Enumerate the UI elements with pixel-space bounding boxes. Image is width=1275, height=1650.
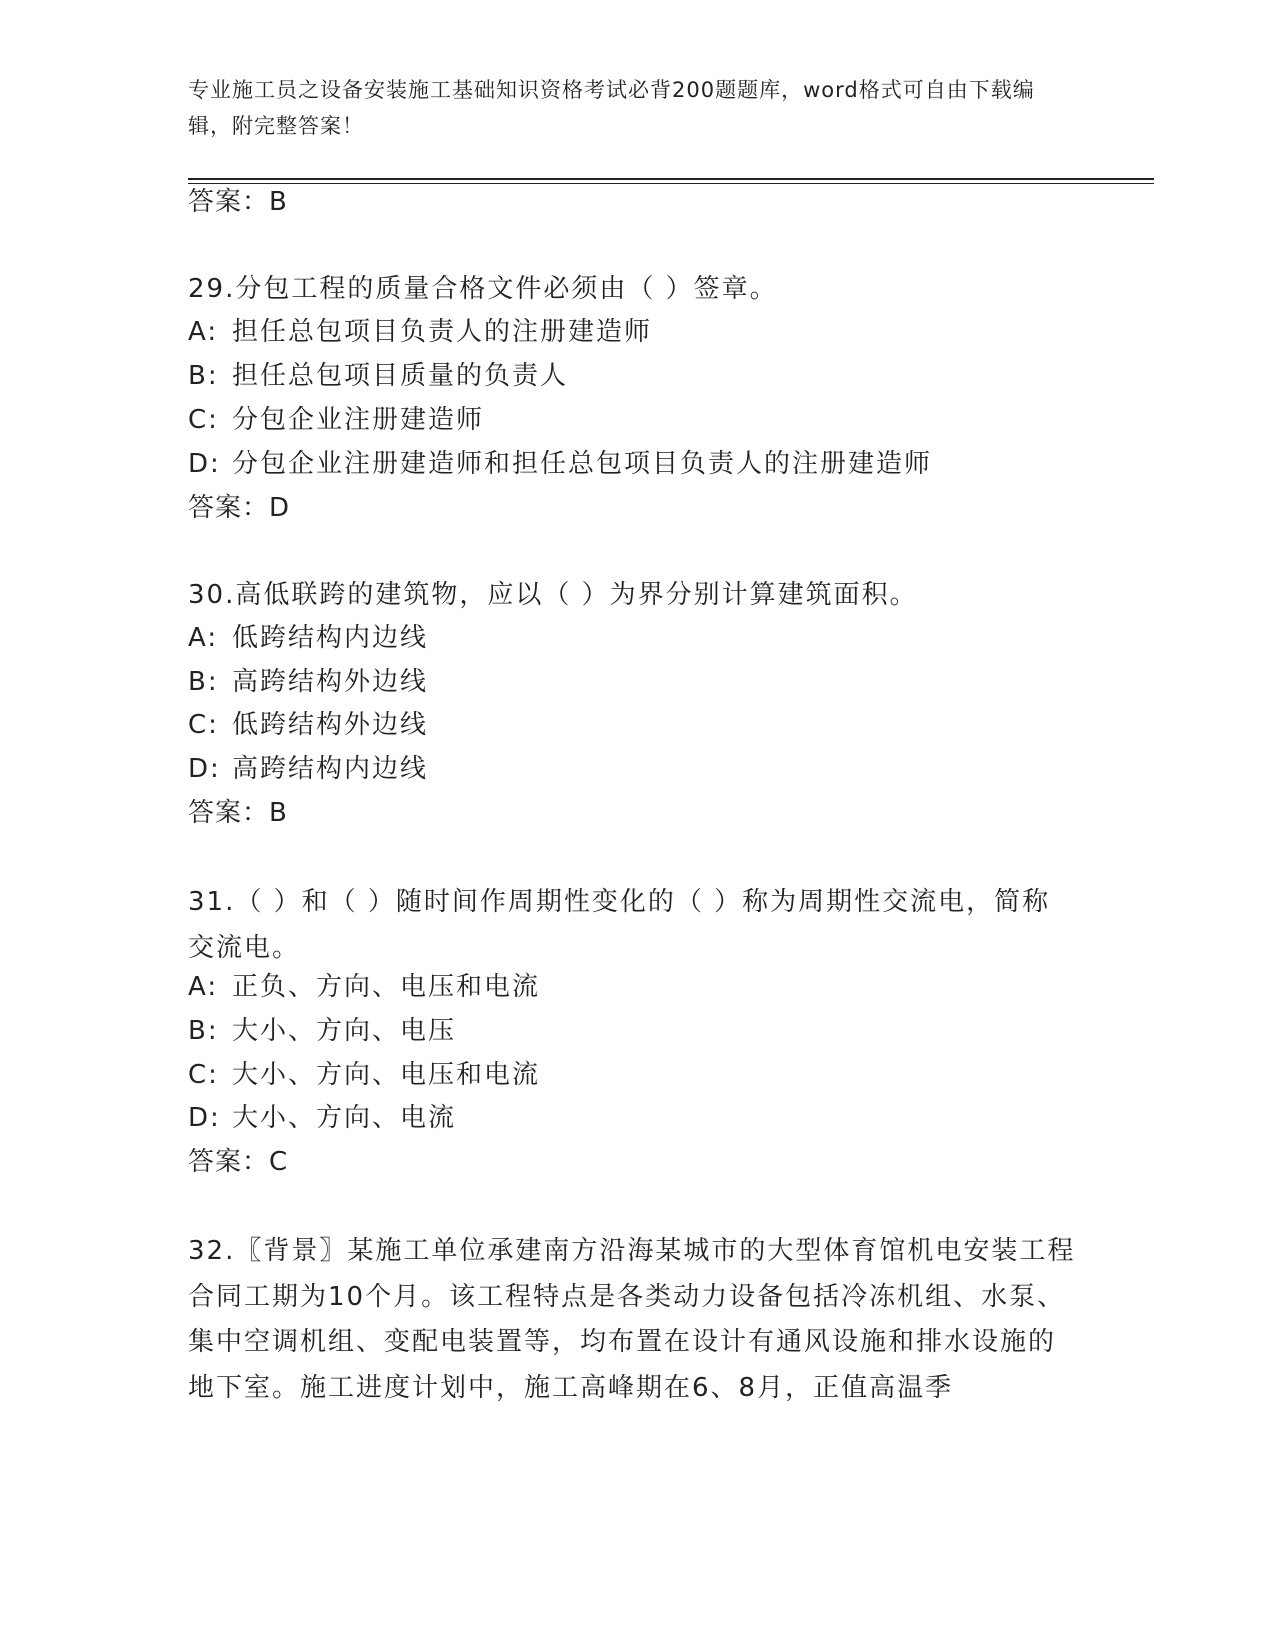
option-key: D: xyxy=(188,449,221,479)
option-key: C: xyxy=(188,405,219,435)
option-text: 高跨结构内边线 xyxy=(232,754,429,784)
option-text: 分包企业注册建造师和担任总包项目负责人的注册建造师 xyxy=(232,449,933,479)
option-text: 大小、方向、电压 xyxy=(232,1016,457,1046)
option-key: B: xyxy=(188,1016,219,1046)
option-key: C: xyxy=(188,1060,219,1090)
option-text: 分包企业注册建造师 xyxy=(232,405,485,435)
option-29-b xyxy=(188,358,568,394)
option-29-a xyxy=(188,314,652,350)
option-key: B: xyxy=(188,667,219,697)
option-31-a xyxy=(188,969,540,1005)
option-key: A: xyxy=(188,972,219,1002)
option-text: 低跨结构内边线 xyxy=(232,623,429,653)
answer-29: 答案：D xyxy=(188,493,291,523)
option-key: C: xyxy=(188,710,219,740)
option-31-d xyxy=(188,1100,456,1136)
option-text: 正负、方向、电压和电流 xyxy=(232,972,541,1002)
option-30-d xyxy=(188,751,428,787)
document-header: 专业施工员之设备安装施工基础知识资格考试必背200题题库，word格式可自由下载编辑，附完整答案！ xyxy=(188,78,1035,138)
option-29-d xyxy=(188,446,932,482)
option-30-a xyxy=(188,620,428,656)
option-key: D: xyxy=(188,754,221,784)
question-32: 32.〖背景〗某施工单位承建南方沿海某城市的大型体育馆机电安装工程合同工期为10个月。该工程特点是各类动力设备包括冷冻机组、水泵、集中空调机组、变配电装置等，均布置在设计有通风设施和排水设施的地下室。施工进度计划中，施工高峰期在6、8月，正值高温季 xyxy=(188,1236,1076,1403)
option-text: 高跨结构外边线 xyxy=(232,667,429,697)
header-rule-thin xyxy=(188,183,1154,184)
option-text: 担任总包项目负责人的注册建造师 xyxy=(232,317,653,347)
option-31-c xyxy=(188,1057,540,1093)
option-key: A: xyxy=(188,623,219,653)
option-key: B: xyxy=(188,361,219,391)
option-text: 低跨结构外边线 xyxy=(232,710,429,740)
question-29: 29.分包工程的质量合格文件必须由（ ）签章。 xyxy=(188,274,778,304)
answer-31: 答案：C xyxy=(188,1147,289,1177)
option-30-b xyxy=(188,664,428,700)
option-31-b xyxy=(188,1013,456,1049)
question-30: 30.高低联跨的建筑物，应以（ ）为界分别计算建筑面积。 xyxy=(188,580,918,610)
option-text: 大小、方向、电流 xyxy=(232,1103,457,1133)
option-30-c xyxy=(188,707,428,743)
header-rule-thick xyxy=(188,178,1154,180)
option-text: 担任总包项目质量的负责人 xyxy=(232,361,569,391)
option-key: A: xyxy=(188,317,219,347)
option-key: D: xyxy=(188,1103,221,1133)
option-text: 大小、方向、电压和电流 xyxy=(232,1060,541,1090)
answer-30: 答案：B xyxy=(188,798,288,828)
option-29-c xyxy=(188,402,484,438)
answer-28: 答案：B xyxy=(188,187,288,217)
question-31: 31.（ ）和（ ）随时间作周期性变化的（ ）称为周期性交流电，简称交流电。 xyxy=(188,887,1051,963)
